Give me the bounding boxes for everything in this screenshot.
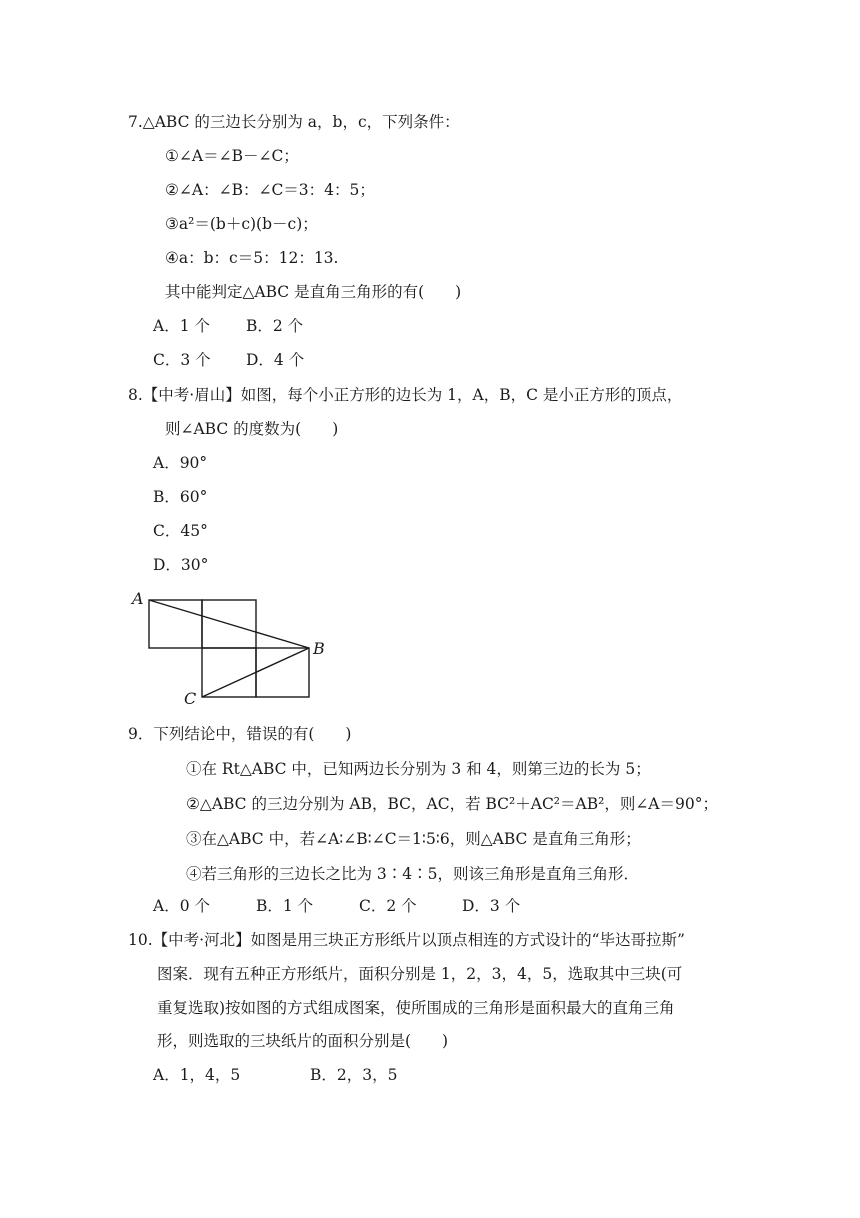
q10-stem-line3: 重复选取)按如图的方式组成图案，使所围成的三角形是面积最大的直角三角 xyxy=(157,999,675,1017)
q7-condition-2: ②∠A：∠B：∠C＝3：4：5； xyxy=(165,181,375,199)
q8-option-a: A．90° xyxy=(153,454,208,472)
segment-ab xyxy=(149,600,309,648)
q9-option-c: C．2 个 xyxy=(359,897,417,915)
q7-stem: 7.△ABC 的三边长分别为 a，b，c，下列条件： xyxy=(128,113,460,131)
q10-stem-line2: 图案．现有五种正方形纸片，面积分别是 1，2，3，4，5，选取其中三块(可 xyxy=(157,965,683,983)
q9-stem: 9．下列结论中，错误的有( ) xyxy=(128,725,352,743)
grid-square xyxy=(202,648,256,697)
grid-square xyxy=(256,648,309,697)
point-b-label: B xyxy=(313,639,325,658)
q7-option-b: B．2 个 xyxy=(246,317,304,335)
q9-statement-3: ③在△ABC 中，若∠A∶∠B∶∠C＝1∶5∶6，则△ABC 是直角三角形； xyxy=(186,830,641,848)
q8-stem-line1: 8.【中考·眉山】如图，每个小正方形的边长为 1，A，B，C 是小正方形的顶点， xyxy=(128,386,683,404)
q7-question: 其中能判定△ABC 是直角三角形的有( ) xyxy=(165,283,462,301)
q7-condition-4: ④a：b：c＝5：12：13. xyxy=(165,249,339,267)
q10-option-b: B．2，3，5 xyxy=(310,1066,398,1084)
q7-option-d: D．4 个 xyxy=(246,351,305,369)
q10-option-a: A．1，4，5 xyxy=(153,1066,241,1084)
q7-condition-3: ③a²＝(b＋c)(b－c)； xyxy=(165,215,318,233)
q10-stem-line4: 形，则选取的三块纸片的面积分别是( ) xyxy=(157,1032,449,1050)
q9-statement-4: ④若三角形的三边长之比为 3∶4∶5，则该三角形是直角三角形． xyxy=(186,865,640,883)
q8-option-c: C．45° xyxy=(153,522,208,540)
q9-option-b: B．1 个 xyxy=(256,897,314,915)
q10-stem-line1: 10.【中考·河北】如图是用三块正方形纸片以顶点相连的方式设计的“毕达哥拉斯” xyxy=(128,931,685,949)
q9-option-d: D．3 个 xyxy=(462,897,521,915)
point-c-label: C xyxy=(184,689,197,708)
q9-statement-1: ①在 Rt△ABC 中，已知两边长分别为 3 和 4，则第三边的长为 5； xyxy=(186,760,651,778)
q7-option-a: A．1 个 xyxy=(153,317,210,335)
q8-stem-line2: 则∠ABC 的度数为( ) xyxy=(165,420,339,438)
q8-figure-svg xyxy=(128,586,338,710)
q9-statement-2: ②△ABC 的三边分别为 AB，BC，AC，若 BC²＋AC²＝AB²，则∠A＝90°； xyxy=(186,795,718,813)
q8-option-d: D．30° xyxy=(153,556,209,574)
grid-square xyxy=(149,600,202,648)
q9-option-a: A．0 个 xyxy=(153,897,210,915)
q8-grid-figure xyxy=(128,586,338,710)
q7-option-c: C．3 个 xyxy=(153,351,211,369)
point-a-label: A xyxy=(132,589,144,608)
q8-option-b: B．60° xyxy=(153,488,208,506)
q7-condition-1: ①∠A＝∠B－∠C； xyxy=(165,147,299,165)
